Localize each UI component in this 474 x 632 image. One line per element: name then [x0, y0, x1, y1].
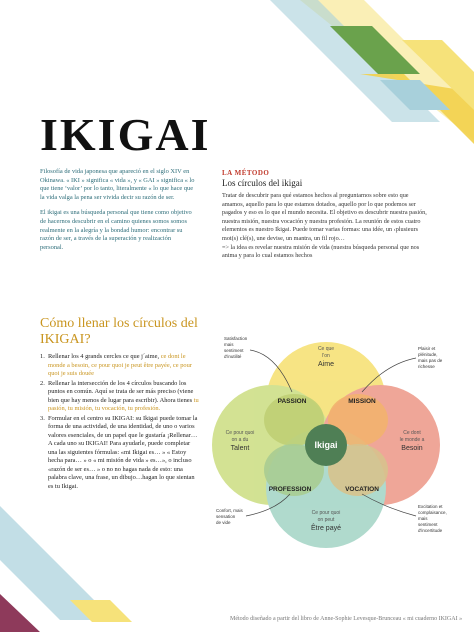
note-top-right-2: plénitude,	[418, 352, 438, 357]
note-top-right-4: richesse	[418, 364, 435, 369]
method-paragraph: Tratar de descubrir para qué estamos hechos al preguntarnos sobre esto que amamos, aquello para lo que estamos dotados, aquello por lo que podemos ser pagados y eso es lo que el mundo necesita. El objetivo es descubrir nuestra pasión, nuestra misión, nuestra vocación y nuestra profesión. La reunión de estos cuatro elementos es nuestro Ikigai. Puede tomar varias formas: una idée, un ‹plusieurs mot(s) clé(s), une devise, un mantra, un fil rojo…	[222, 192, 427, 242]
label-love: Ce que	[317, 346, 335, 352]
step-text: Formular en el centro su IKIGAI: su Ikigai puede tomar la forma de una actividad, de una identidad, de uno o varios valores esenciales, de un papel que le gustaría ¡Rellenar… A cada uno su IKIGAI! Para ayudarle, puede completar una las siguientes fórmulas: «mi Ikigai es… » « Estoy hecha para… » o « mi misión de vida » es…», o incluso «razón de ser es… » o no no hagas nada de esto: una palabra clave, una frase, un dibujo…hagan lo que sientan es tu Ikigai.	[48, 414, 198, 490]
note-top-left-4: d'inutilité	[224, 354, 242, 359]
step-text: Rellenar los 4 grands cercles ce que j´aime,	[48, 353, 160, 360]
label-need: Ce dont	[403, 430, 421, 436]
note-bottom-right-2: complaisance,	[418, 510, 447, 515]
band-magenta-bottom	[0, 594, 40, 632]
label-talent-2: on a du	[231, 437, 249, 443]
step-highlight: ce dont le monde a besoin, ce pour quoi je peut être payée, ce pour quoi je suis douée	[48, 353, 192, 377]
intro-paragraph-1: Filosofía de vida japonesa que apareció en el siglo XIV en Okinawa. « IKI » significa « vida », y « GAI » significa « lo que tiene ‘valor’ por lo tanto, literalmente « lo que hace que la vida valga la pena ser vivida decir su razón de ser.	[40, 168, 195, 201]
label-profession: PROFESSION	[268, 486, 312, 493]
ikigai-diagram	[206, 330, 456, 560]
step-number: 2.	[40, 379, 45, 387]
note-bottom-left-3: de vide	[216, 520, 231, 525]
footer-credit: Método diseñado a partir del libro de Anne-Sophie Levesque-Brunceau « mi cuaderno IKIGAI »	[230, 616, 463, 622]
label-need-3: Besoin	[401, 445, 423, 452]
step-item	[40, 353, 200, 379]
label-need-2: le monde a	[399, 437, 425, 443]
note-bottom-right: Excitation et	[418, 504, 443, 509]
label-paid-3: Être payé	[311, 525, 341, 532]
label-paid-2: on peut	[317, 517, 335, 523]
intro-text	[40, 168, 195, 259]
label-talent: Ce pour quoi	[225, 430, 255, 436]
label-love-3: Aime	[318, 361, 334, 368]
note-top-left-2: mais	[224, 342, 234, 347]
note-top-right: Plaisir et	[418, 346, 436, 351]
step-text: Rellenar la intersección de los 4 círculos buscando los puntos en común. Aquí se trata de ser más preciso (viene bien que hay menos de lugar para escribir). Ahora tienes	[48, 379, 194, 404]
label-vocation: VOCATION	[345, 486, 379, 493]
label-mission: MISSION	[348, 398, 376, 405]
method-section	[222, 169, 427, 261]
label-ikigai: Ikigai	[314, 440, 338, 450]
page-title: IKIGAI	[40, 109, 211, 160]
note-top-left: Satisfaction	[224, 336, 248, 341]
label-love-2: l'on	[322, 353, 330, 359]
method-heading: Los círculos del ikigai	[222, 178, 303, 188]
step-item	[40, 415, 200, 492]
method-body	[222, 192, 427, 261]
method-label: LA MÉTODO	[222, 169, 270, 177]
note-bottom-left: Confort, mais	[216, 508, 243, 513]
step-number: 3.	[40, 414, 45, 422]
note-bottom-right-3: mais	[418, 516, 428, 521]
steps-list	[40, 353, 200, 492]
intro-paragraph-2: El ikigai es una búsqueda personal que tiene como objetivo de hacernos descubrir en el camino quienes somos somos realmente en la alegría y la bondad humor: encontrar su razón de ser, a través de la superación y realización personal.	[40, 209, 192, 251]
note-bottom-right-4: sentiment	[418, 522, 438, 527]
how-to-fill-title: Cómo llenar los círculos del IKIGAI?	[40, 316, 198, 347]
step-number: 1.	[40, 353, 45, 360]
note-bottom-right-5: d'incertitude	[418, 528, 443, 533]
step-item	[40, 380, 200, 414]
label-talent-3: Talent	[230, 445, 250, 452]
method-paragraph-2: => la idea es revelar nuestra misión de vida (nuestra búsqueda personal que nos anima y para lo cual estamos hechos	[222, 243, 420, 260]
label-paid: Ce pour quoi	[311, 510, 341, 516]
step-highlight: tu pasión, tu misión, tu vocación, tu profesión.	[48, 396, 199, 412]
note-bottom-left-2: sensation	[216, 514, 236, 519]
note-top-left-3: sentiment	[224, 348, 244, 353]
label-passion: PASSION	[277, 398, 307, 405]
note-top-right-3: mais pas de	[418, 358, 443, 363]
